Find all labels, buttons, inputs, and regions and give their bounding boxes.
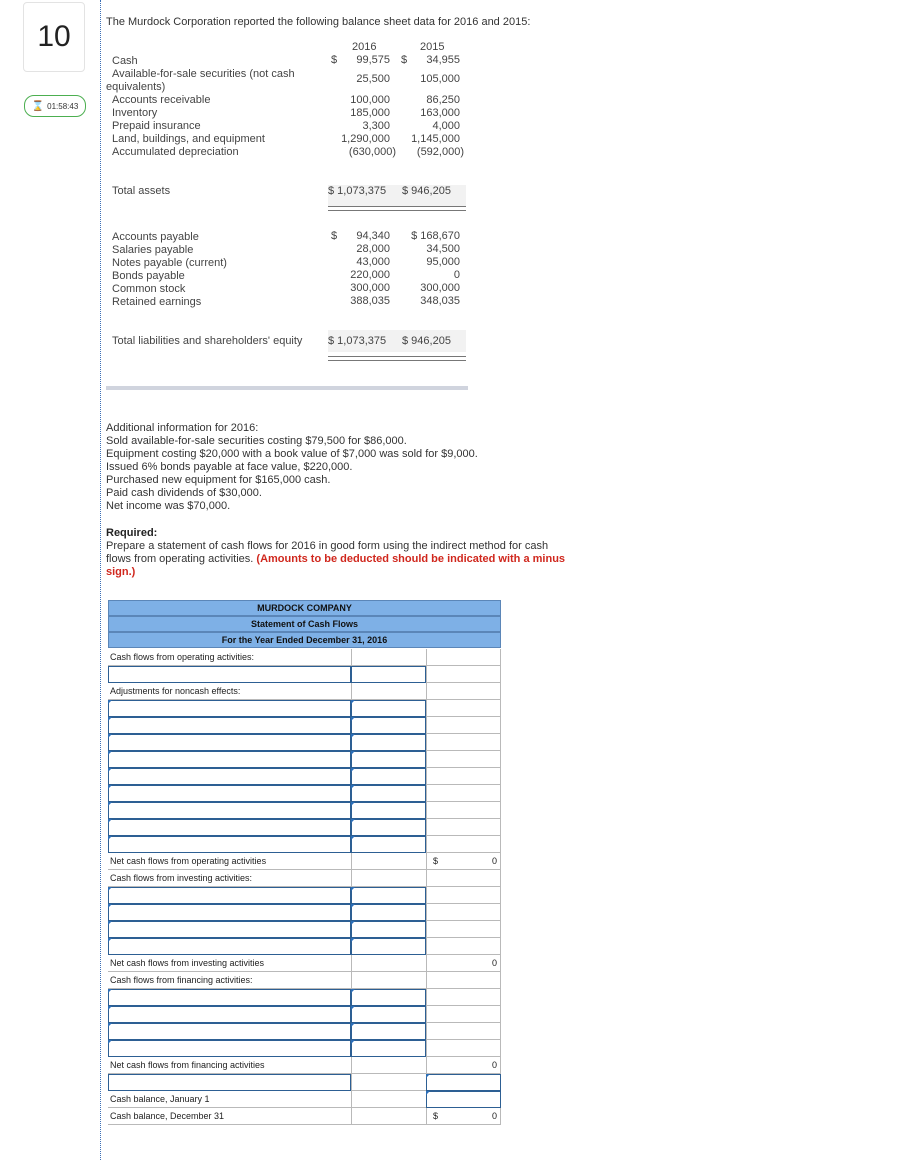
year-2016-header: 2016 — [352, 41, 377, 53]
required-section — [106, 527, 576, 579]
table-row — [108, 972, 501, 989]
net-operating-value: 0 — [491, 856, 497, 866]
cell — [351, 683, 426, 700]
bs-label: Prepaid insurance — [112, 120, 201, 132]
required-heading: Required: — [106, 527, 158, 539]
bs-value-2015: 348,035 — [420, 295, 460, 307]
statement-period: For the Year Ended December 31, 2016 — [108, 632, 501, 648]
amount-input[interactable] — [351, 1006, 426, 1023]
additional-info — [106, 422, 478, 513]
bs-label: Accumulated depreciation — [112, 146, 239, 158]
table-row — [108, 717, 501, 734]
table-row — [108, 921, 501, 938]
bs-value-2016: 388,035 — [350, 295, 390, 307]
table-row — [108, 955, 501, 972]
cell — [426, 870, 501, 887]
net-investing-value: 0 — [491, 958, 497, 968]
bs-label: Land, buildings, and equipment — [112, 133, 265, 145]
bs-dollar: $ — [331, 230, 338, 242]
table-row — [108, 938, 501, 955]
table-row — [108, 683, 501, 700]
financing-select[interactable] — [108, 989, 351, 1006]
financing-select[interactable] — [108, 1023, 351, 1040]
table-row — [108, 751, 501, 768]
bs-value-2016: 94,340 — [356, 230, 390, 242]
amount-input[interactable] — [351, 802, 426, 819]
table-row — [108, 904, 501, 921]
amount-input[interactable] — [351, 751, 426, 768]
cell — [351, 853, 426, 870]
net-change-input[interactable] — [426, 1074, 501, 1091]
table-row — [108, 1091, 501, 1108]
net-financing-total — [426, 1057, 501, 1074]
table-row — [108, 1074, 501, 1091]
investing-select[interactable] — [108, 887, 351, 904]
bs-label: Available-for-sale securities (not cash — [112, 68, 295, 80]
cell — [426, 785, 501, 802]
table-row — [108, 802, 501, 819]
bs-value-2016: 1,290,000 — [341, 133, 390, 145]
bs-label: Inventory — [112, 107, 158, 119]
table-row — [108, 870, 501, 887]
amount-input[interactable] — [351, 700, 426, 717]
bs-label: Retained earnings — [112, 296, 202, 308]
table-row — [108, 853, 501, 870]
cell — [426, 938, 501, 955]
bs-value-2016: 28,000 — [356, 243, 390, 255]
cell — [426, 989, 501, 1006]
amount-input[interactable] — [351, 836, 426, 853]
amount-input[interactable] — [351, 734, 426, 751]
bs-value-2015: 105,000 — [420, 73, 460, 85]
total-liab-2016: $ 1,073,375 — [328, 335, 387, 347]
net-operating-label: Net cash flows from operating activities — [108, 853, 351, 870]
amount-input[interactable] — [351, 904, 426, 921]
cash-jan-input[interactable] — [426, 1091, 501, 1108]
table-row — [108, 1006, 501, 1023]
amount-input[interactable] — [351, 717, 426, 734]
adjustments-label: Adjustments for noncash effects: — [108, 683, 351, 700]
bs-value-2016: 185,000 — [350, 107, 390, 119]
table-row — [108, 989, 501, 1006]
financing-select[interactable] — [108, 1006, 351, 1023]
cell — [351, 1091, 426, 1108]
bs-value-2015: 1,145,000 — [411, 133, 460, 145]
double-underline — [328, 210, 466, 211]
adjustment-select[interactable] — [108, 751, 351, 768]
timer-value: 01:58:43 — [47, 101, 79, 111]
info-line: Additional information for 2016: — [106, 422, 259, 434]
financing-label: Cash flows from financing activities: — [108, 972, 351, 989]
bs-value-2015: 300,000 — [420, 282, 460, 294]
amount-input[interactable] — [351, 768, 426, 785]
amount-input[interactable] — [351, 785, 426, 802]
total-assets-2015: $ 946,205 — [402, 185, 451, 197]
bs-label: Bonds payable — [112, 270, 185, 282]
balance-sheet — [106, 40, 468, 390]
info-line: Sold available-for-sale securities costing $79,500 for $86,000. — [106, 435, 407, 447]
amount-input[interactable] — [351, 819, 426, 836]
cell — [426, 1023, 501, 1040]
bs-value-2015: 95,000 — [426, 256, 460, 268]
bs-value-2016: 300,000 — [350, 282, 390, 294]
total-assets-label: Total assets — [112, 185, 171, 197]
adjustment-select[interactable] — [108, 836, 351, 853]
cell — [351, 1057, 426, 1074]
adjustment-select[interactable] — [108, 802, 351, 819]
operating-label: Cash flows from operating activities: — [108, 649, 351, 666]
amount-input[interactable] — [351, 666, 426, 683]
cell — [351, 955, 426, 972]
bs-label: Salaries payable — [112, 244, 194, 256]
cell — [351, 870, 426, 887]
double-underline — [328, 356, 466, 357]
content-divider — [100, 0, 101, 1160]
bs-value-2015: $ 168,670 — [411, 230, 460, 242]
amount-input[interactable] — [351, 1040, 426, 1057]
cell — [426, 649, 501, 666]
info-line: Equipment costing $20,000 with a book value of $7,000 was sold for $9,000. — [106, 448, 478, 460]
amount-input[interactable] — [351, 938, 426, 955]
table-row — [108, 887, 501, 904]
net-operating-total — [426, 853, 501, 870]
info-line: Purchased new equipment for $165,000 cash. — [106, 474, 331, 486]
cell — [426, 887, 501, 904]
net-financing-value: 0 — [491, 1060, 497, 1070]
bs-value-2015: 34,955 — [426, 54, 460, 66]
table-row — [108, 836, 501, 853]
statement-title: Statement of Cash Flows — [108, 616, 501, 632]
net-financing-label: Net cash flows from financing activities — [108, 1057, 351, 1074]
cell — [351, 1108, 426, 1125]
bs-value-2016: 220,000 — [350, 269, 390, 281]
amount-input[interactable] — [351, 921, 426, 938]
table-row — [108, 1108, 501, 1125]
investing-select[interactable] — [108, 921, 351, 938]
cell — [426, 904, 501, 921]
net-change-select[interactable] — [108, 1074, 351, 1091]
timer — [24, 95, 86, 117]
cash-jan-label: Cash balance, January 1 — [108, 1091, 351, 1108]
dollar-sign: $ — [433, 1111, 439, 1121]
table-row — [108, 700, 501, 717]
table-row — [108, 649, 501, 666]
table-row — [108, 819, 501, 836]
amount-input[interactable] — [351, 989, 426, 1006]
amount-input[interactable] — [351, 1023, 426, 1040]
cell — [426, 734, 501, 751]
financing-select[interactable] — [108, 1040, 351, 1057]
year-2015-header: 2015 — [420, 41, 445, 53]
line-item-input[interactable] — [108, 666, 351, 683]
cash-flow-statement — [108, 600, 501, 1126]
bs-value-2015: 86,250 — [426, 94, 460, 106]
investing-select[interactable] — [108, 938, 351, 955]
bs-value-2016: 25,500 — [356, 73, 390, 85]
bs-value-2016: (630,000) — [348, 146, 396, 158]
cell — [426, 683, 501, 700]
total-liab-label: Total liabilities and shareholders' equity — [112, 335, 303, 347]
cell — [426, 819, 501, 836]
bs-label: Notes payable (current) — [112, 257, 227, 269]
adjustment-select[interactable] — [108, 785, 351, 802]
bs-dollar: $ — [401, 54, 408, 66]
bs-label: Common stock — [112, 283, 186, 295]
cell — [426, 751, 501, 768]
table-row — [108, 666, 501, 683]
bs-label: Accounts receivable — [112, 94, 211, 106]
cash-dec-total — [426, 1108, 501, 1125]
amount-input[interactable] — [351, 887, 426, 904]
info-line: Paid cash dividends of $30,000. — [106, 487, 262, 499]
bs-value-2016: 43,000 — [356, 256, 390, 268]
cell — [351, 972, 426, 989]
cash-dec-label: Cash balance, December 31 — [108, 1108, 351, 1125]
investing-label: Cash flows from investing activities: — [108, 870, 351, 887]
bs-label: Accounts payable — [112, 231, 199, 243]
required-note: (Amounts to be deducted should be indicated with a minus sign.) — [106, 553, 566, 578]
info-line: Issued 6% bonds payable at face value, $220,000. — [106, 461, 353, 473]
company-header: MURDOCK COMPANY — [108, 600, 501, 616]
dollar-sign: $ — [433, 856, 439, 866]
bs-label: Cash — [112, 55, 138, 67]
double-underline — [328, 360, 466, 361]
table-bottom-bar — [106, 386, 468, 390]
info-line: Net income was $70,000. — [106, 500, 231, 512]
hourglass-icon: ⌛ — [31, 100, 45, 112]
bs-value-2016: 100,000 — [350, 94, 390, 106]
cell — [426, 1006, 501, 1023]
adjustment-select[interactable] — [108, 819, 351, 836]
bs-dollar: $ — [331, 54, 338, 66]
bs-value-2015: 0 — [453, 269, 460, 281]
cell — [426, 1040, 501, 1057]
total-liab-2015: $ 946,205 — [402, 335, 451, 347]
bs-value-2015: 34,500 — [426, 243, 460, 255]
investing-select[interactable] — [108, 904, 351, 921]
table-row — [108, 768, 501, 785]
cell — [426, 700, 501, 717]
table-row — [108, 1040, 501, 1057]
total-assets-2016: $ 1,073,375 — [328, 185, 387, 197]
table-row — [108, 734, 501, 751]
adjustment-select[interactable] — [108, 768, 351, 785]
bs-value-2016: 99,575 — [356, 54, 390, 66]
bs-value-2015: 163,000 — [420, 107, 460, 119]
adjustment-select[interactable] — [108, 717, 351, 734]
double-underline — [328, 206, 466, 207]
cash-dec-value: 0 — [491, 1111, 497, 1121]
question-number: 10 — [23, 2, 85, 72]
cell — [426, 836, 501, 853]
bs-value-2015: (592,000) — [416, 146, 464, 158]
table-row — [108, 785, 501, 802]
cell — [426, 972, 501, 989]
question-intro: The Murdock Corporation reported the following balance sheet data for 2016 and 2015: — [106, 16, 531, 28]
table-row — [108, 1057, 501, 1074]
bs-value-2015: 4,000 — [432, 120, 460, 132]
cell — [351, 1074, 426, 1091]
net-investing-total — [426, 955, 501, 972]
cell — [426, 666, 501, 683]
cell — [426, 921, 501, 938]
adjustment-select[interactable] — [108, 734, 351, 751]
bs-value-2016: 3,300 — [362, 120, 390, 132]
adjustment-select[interactable] — [108, 700, 351, 717]
cell — [351, 649, 426, 666]
cell — [426, 768, 501, 785]
required-text: Prepare a statement of cash flows for 2016 in good form using the indirect method for cash flows from operating activities. — [106, 540, 549, 565]
cell — [426, 717, 501, 734]
cell — [426, 802, 501, 819]
table-row — [108, 1023, 501, 1040]
bs-label-cont: equivalents) — [106, 81, 166, 93]
net-investing-label: Net cash flows from investing activities — [108, 955, 351, 972]
